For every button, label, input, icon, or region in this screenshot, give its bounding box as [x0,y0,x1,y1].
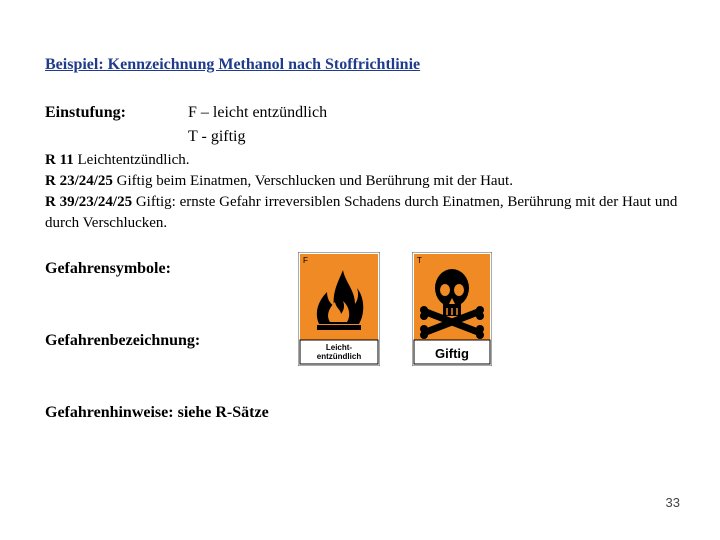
einstufung-label: Einstufung: [45,104,126,121]
hazard-caption-2: entzündlich [316,352,362,361]
gefahrenbezeichnung-label: Gefahrenbezeichnung: [45,332,201,349]
slide-title: Beispiel: Kennzeichnung Methanol nach Stoffrichtlinie [45,56,421,73]
einstufung-line-f: F – leicht entzündlich [188,104,328,121]
r-satz [45,192,685,234]
hazard-caption-1: Leicht- [325,343,353,352]
r-satz-code: R 23/24/25 [45,173,113,189]
hazard-symbol-toxic [412,252,486,364]
r-satz [45,150,685,171]
r-satz-code: R 39/23/24/25 [45,194,133,210]
r-saetze-block [45,150,685,234]
hazard-symbol-flammable [298,252,372,364]
gefahrensymbole-label: Gefahrensymbole: [45,260,171,277]
page-number: 33 [665,495,680,510]
flame-icon [298,252,380,366]
skull-crossbones-icon [412,252,492,366]
r-satz-code: R 11 [45,152,74,168]
gefahrenhinweise-label: Gefahrenhinweise: siehe R-Sätze [45,404,269,421]
hazard-letter: T [417,256,422,265]
r-satz-text: Leichtentzündlich. [73,152,190,168]
r-satz-text: Giftig beim Einatmen, Verschlucken und Berührung mit der Haut. [112,173,513,189]
hazard-caption: Giftig [435,346,469,361]
einstufung-line-t: T - giftig [188,128,246,145]
hazard-letter: F [303,256,308,265]
r-satz [45,171,685,192]
r-satz-text: Giftig: ernste Gefahr irreversiblen Schadens durch Einatmen, Berührung mit der Haut und durch Verschlucken. [45,194,678,231]
